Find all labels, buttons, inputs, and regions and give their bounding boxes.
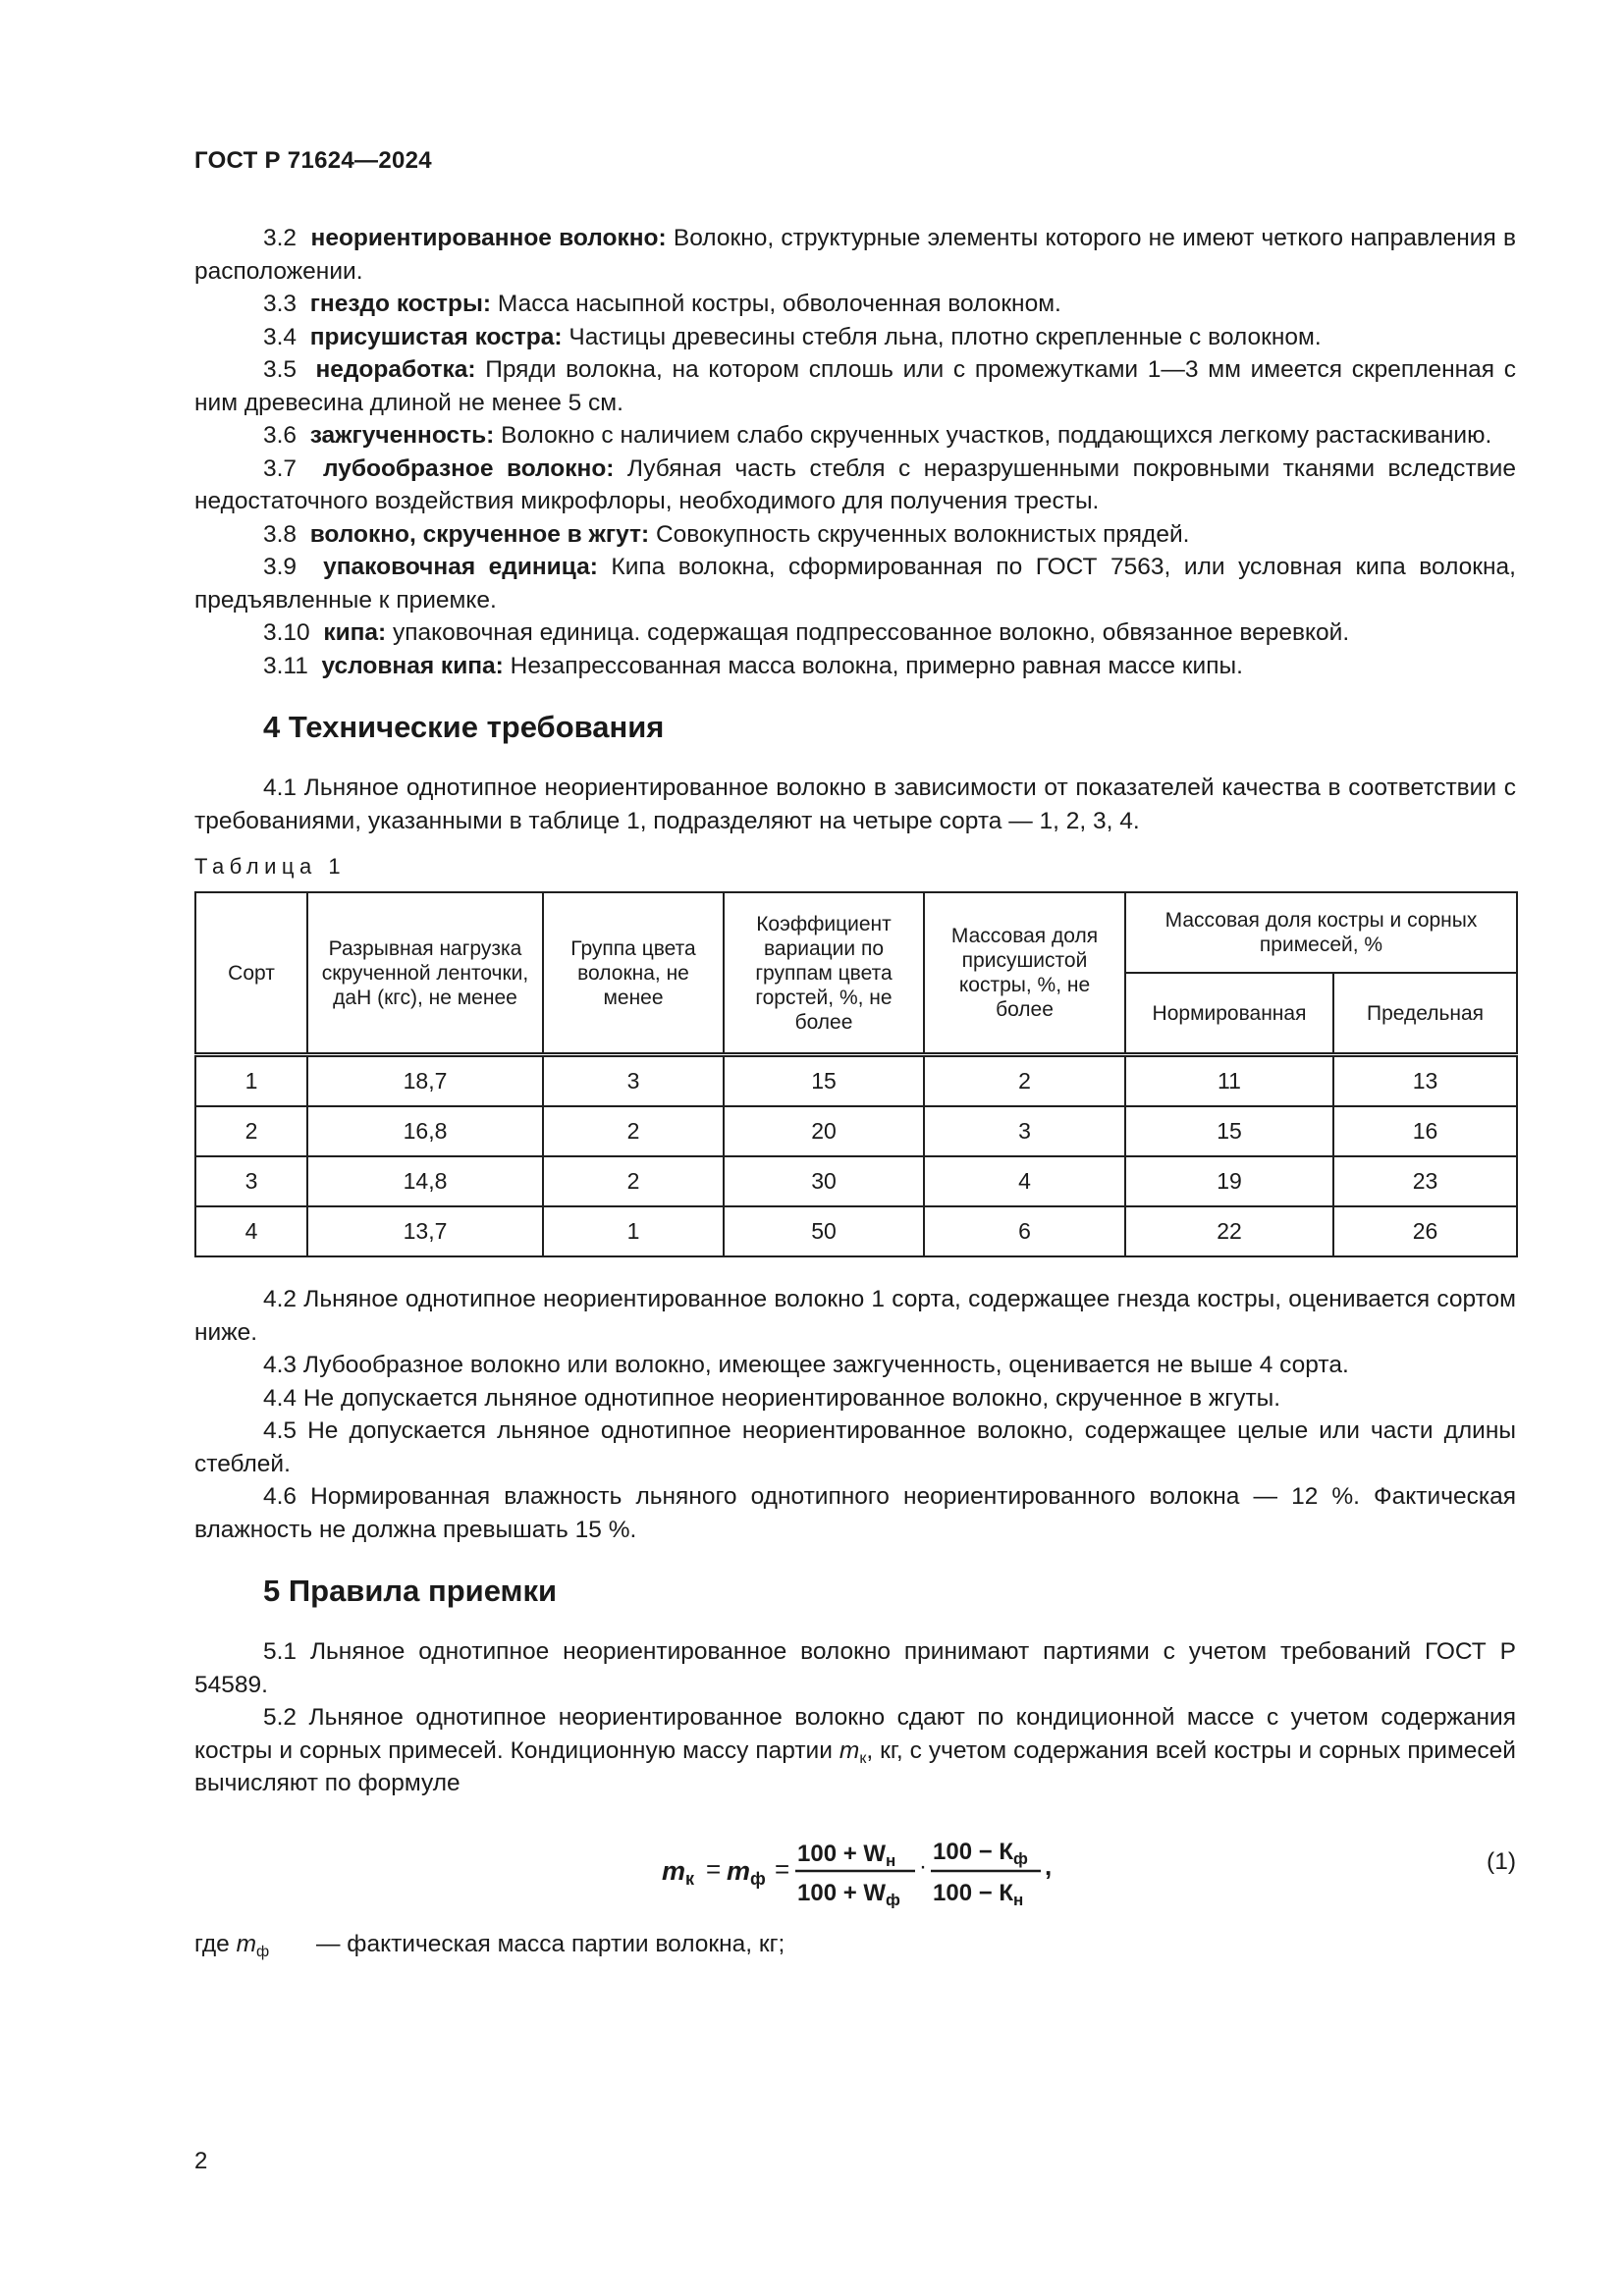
col-header-group: Массовая доля костры и сорных примесей, % bbox=[1125, 892, 1517, 973]
col-header-norm: Нормированная bbox=[1125, 973, 1333, 1055]
col-header-load: Разрывная нагрузка скрученной ленточки, даН (кгс), не менее bbox=[307, 892, 543, 1055]
table-row bbox=[195, 1156, 1517, 1206]
doc-header: ГОСТ Р 71624—2024 bbox=[194, 147, 432, 174]
paragraph-4-1: 4.1 Льняное однотипное неориентированное волокно в зависимости от показателей качества в соответствии с требованиями, указанными в таблице 1, подразделяют на четыре сорта — 1, 2, 3, 4. bbox=[194, 774, 1516, 834]
formula-comma: , bbox=[1045, 1850, 1053, 1881]
table-cell: 1 bbox=[195, 1055, 307, 1107]
col-header-color: Группа цвета волокна, не менее bbox=[543, 892, 724, 1055]
equation-number: (1) bbox=[1487, 1847, 1516, 1875]
col-header-coef: Коэффициент вариации по группам цвета горстей, %, не более bbox=[724, 892, 924, 1055]
col-header-limit: Предельная bbox=[1333, 973, 1517, 1055]
formula-lhs-mf: mф bbox=[727, 1855, 766, 1889]
table-cell: 23 bbox=[1333, 1156, 1517, 1206]
definition-3-6: 3.6 зажгученность: Волокно с наличием слабо скрученных участков, поддающихся легкому растаскиванию. bbox=[263, 422, 1492, 449]
definition-3-8: 3.8 волокно, скрученное в жгут: Совокупность скрученных волокнистых прядей. bbox=[263, 520, 1190, 548]
table-cell: 18,7 bbox=[307, 1055, 543, 1107]
paragraph-4-3: 4.3 Лубообразное волокно или волокно, имеющее зажгученность, оценивается не выше 4 сорта. bbox=[263, 1352, 1349, 1378]
definition-3-3: 3.3 гнездо костры: Масса насыпной костры, обволоченная волокном. bbox=[263, 291, 1061, 317]
definition-3-2: 3.2 неориентированное волокно: Волокно, структурные элементы которого не имеют четкого направления в расположении. bbox=[194, 225, 1516, 285]
paragraph-4-6: 4.6 Нормированная влажность льняного однотипного неориентированного волокна — 12 %. Фактическая влажность не должна превышать 15 %. bbox=[194, 1483, 1516, 1543]
formula-dot: · bbox=[919, 1852, 927, 1880]
formula-legend bbox=[194, 1928, 1516, 1967]
formula-1 bbox=[662, 1830, 1064, 1908]
table-cell: 2 bbox=[543, 1106, 724, 1156]
col-header-mass: Массовая доля присушистой костры, %, не более bbox=[924, 892, 1125, 1055]
formula-lhs-mk: mк bbox=[662, 1855, 695, 1889]
paragraph-5-2: 5.2 Льняное однотипное неориентированное волокно сдают по кондиционной массе с учетом содержания костры и сорных примесей. Кондиционную массу партии $m_к$, кг, с учетом содержания всей костры и сорных примесей вычисляют по формуле bbox=[194, 1704, 1516, 1796]
definition-3-5: 3.5 недоработка: Пряди волокна, на котором сплошь или с промежутками 1—3 мм имеется скрепленная с ним древесина длиной не менее 5 см. bbox=[194, 356, 1516, 416]
table-cell: 2 bbox=[924, 1055, 1125, 1107]
table-cell: 16 bbox=[1333, 1106, 1517, 1156]
formula-den2: $100 - К_н$ bbox=[933, 1879, 1024, 1908]
section-5-heading: 5 Правила приемки bbox=[263, 1574, 558, 1608]
formula-eq1: = bbox=[706, 1853, 722, 1884]
table-cell: 3 bbox=[195, 1156, 307, 1206]
formula-den1: $100 + W_ф$ bbox=[797, 1879, 900, 1908]
table-cell: 3 bbox=[543, 1055, 724, 1107]
formula-num2: $100 - К_ф$ bbox=[933, 1838, 1028, 1868]
formula-block bbox=[194, 1822, 1516, 1912]
legend-label: где $m_ф$ bbox=[194, 1930, 270, 1960]
table-cell: 1 bbox=[543, 1206, 724, 1256]
paragraph-4-2: 4.2 Льняное однотипное неориентированное волокно 1 сорта, содержащее гнезда костры, оценивается сортом ниже. bbox=[194, 1286, 1516, 1346]
table-cell: 15 bbox=[724, 1055, 924, 1107]
page-number: 2 bbox=[194, 2148, 208, 2174]
col-header-sort: Сорт bbox=[195, 892, 307, 1055]
table-cell: 2 bbox=[543, 1156, 724, 1206]
table-cell: 30 bbox=[724, 1156, 924, 1206]
formula-eq2: = bbox=[775, 1853, 790, 1884]
section-4-heading: 4 Технические требования bbox=[263, 710, 665, 744]
table-cell: 20 bbox=[724, 1106, 924, 1156]
table-cell: 3 bbox=[924, 1106, 1125, 1156]
definitions-list bbox=[194, 222, 1516, 682]
table-cell: 2 bbox=[195, 1106, 307, 1156]
table-cell: 26 bbox=[1333, 1206, 1517, 1256]
table-cell: 14,8 bbox=[307, 1156, 543, 1206]
table-cell: 16,8 bbox=[307, 1106, 543, 1156]
table-cell: 4 bbox=[924, 1156, 1125, 1206]
definition-3-9: 3.9 упаковочная единица: Кипа волокна, сформированная по ГОСТ 7563, или условная кипа волокна, предъявленные к приемке. bbox=[194, 554, 1516, 614]
paragraph-5-1: 5.1 Льняное однотипное неориентированное волокно принимают партиями с учетом требований ГОСТ Р 54589. bbox=[194, 1638, 1516, 1698]
table-cell: 6 bbox=[924, 1206, 1125, 1256]
paragraph-4-5: 4.5 Не допускается льняное однотипное неориентированное волокно, содержащее целые или части длины стеблей. bbox=[194, 1417, 1516, 1477]
table-caption: Таблица 1 bbox=[194, 854, 347, 879]
table-cell: 13,7 bbox=[307, 1206, 543, 1256]
table-cell: 11 bbox=[1125, 1055, 1333, 1107]
table-cell: 4 bbox=[195, 1206, 307, 1256]
table-row bbox=[195, 1055, 1517, 1107]
table-cell: 50 bbox=[724, 1206, 924, 1256]
paragraph-4-4: 4.4 Не допускается льняное однотипное неориентированное волокно, скрученное в жгуты. bbox=[263, 1384, 1281, 1412]
table-cell: 15 bbox=[1125, 1106, 1333, 1156]
table-cell: 19 bbox=[1125, 1156, 1333, 1206]
page-content bbox=[194, 222, 1516, 1967]
legend-text: — фактическая масса партии волокна, кг; bbox=[316, 1930, 785, 1957]
formula-num1: $100 + W_н$ bbox=[797, 1840, 896, 1870]
table-cell: 22 bbox=[1125, 1206, 1333, 1256]
definition-3-7: 3.7 лубообразное волокно: Лубяная часть стебля с неразрушенными покровными тканями вследствие недостаточного воздействия микрофлоры, необходимого для получения тресты. bbox=[194, 454, 1516, 514]
definition-3-4: 3.4 присушистая костра: Частицы древесины стебля льна, плотно скрепленные с волокном. bbox=[263, 323, 1322, 350]
grades-table bbox=[194, 891, 1518, 1257]
definition-3-11: 3.11 условная кипа: Незапрессованная масса волокна, примерно равная массе кипы. bbox=[263, 652, 1243, 679]
table-row bbox=[195, 1106, 1517, 1156]
table-row bbox=[195, 1206, 1517, 1256]
table-cell: 13 bbox=[1333, 1055, 1517, 1107]
definition-3-10: 3.10 кипа: упаковочная единица. содержащая подпрессованное волокно, обвязанное веревкой. bbox=[263, 619, 1350, 646]
